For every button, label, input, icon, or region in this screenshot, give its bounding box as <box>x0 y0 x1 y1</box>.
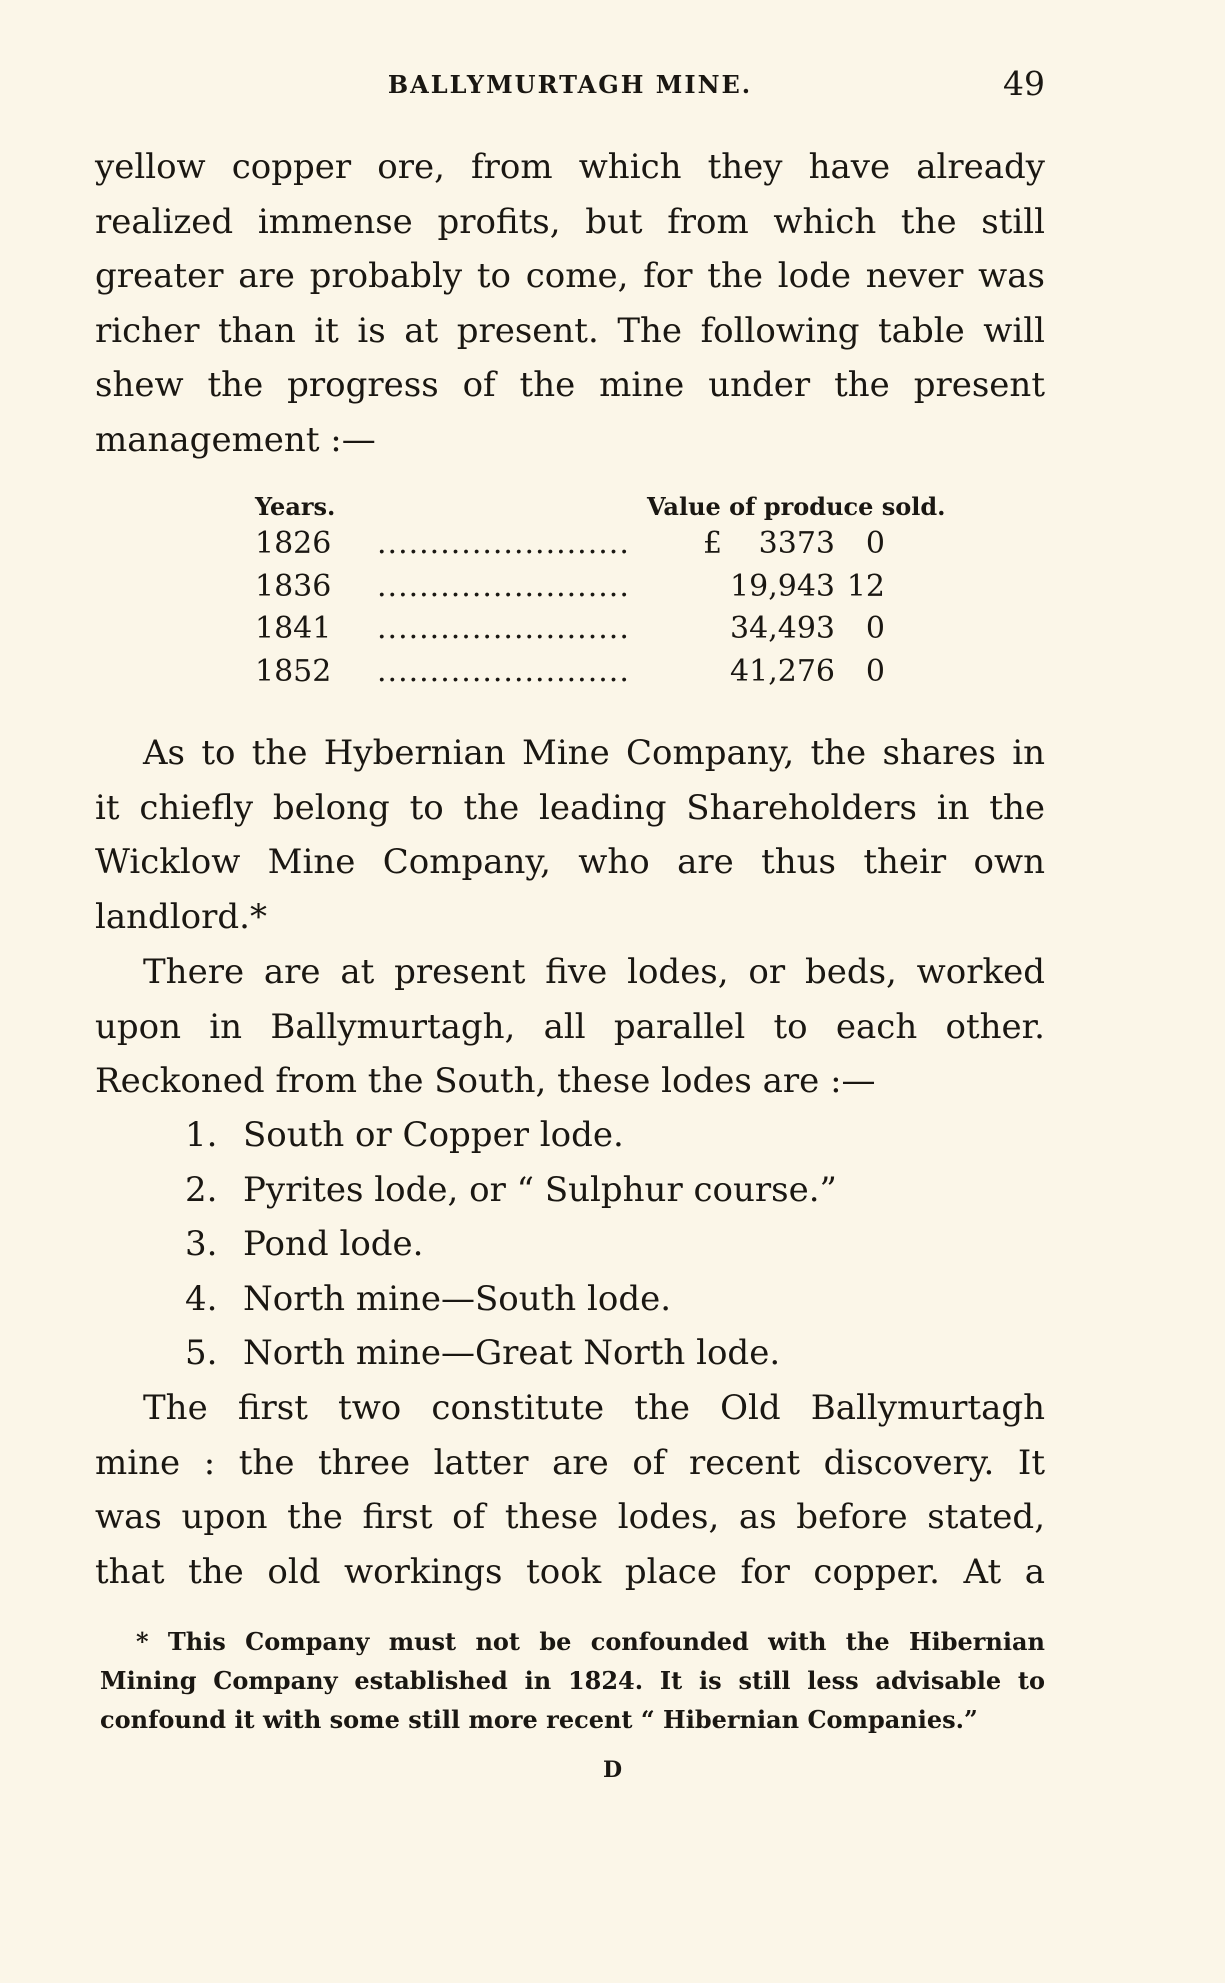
table-row <box>255 569 975 612</box>
list-number: 4. <box>185 1278 218 1319</box>
year-cell: 1841 <box>255 611 332 646</box>
list-text: South or Copper lode. <box>243 1115 624 1155</box>
text-line: was upon the first of these lodes, as before stated, <box>95 1497 1045 1537</box>
currency-cell: £ <box>703 526 723 561</box>
text-line: There are at present five lodes, or beds, worked <box>143 952 1045 992</box>
list-number: 3. <box>185 1224 218 1264</box>
text-line: As to the Hybernian Mine Company, the shares in <box>143 733 1045 773</box>
table-row <box>255 611 975 654</box>
list-number: 1. <box>185 1115 218 1155</box>
text-line: Wicklow Mine Company, who are thus their own <box>95 842 1045 882</box>
produce-table <box>255 486 975 696</box>
header-value: Value of produce sold. <box>647 492 946 521</box>
text-line: realized immense profits, but from which the still <box>95 201 1045 242</box>
signature-mark: D <box>602 1757 623 1783</box>
text-line: landlord.* <box>95 896 267 937</box>
leader-dots: ........................ <box>377 526 630 561</box>
text-line: upon in Ballymurtagh, all parallel to each other. <box>95 1006 1045 1047</box>
text-line: richer than it is at present. The following table will <box>95 310 1045 351</box>
list-text: North mine—Great North lode. <box>243 1333 781 1373</box>
footnote-line: * This Company must not be confounded with the Hibernian <box>136 1627 1045 1656</box>
text-line: it chiefly belong to the leading Shareholders in the <box>95 787 1045 828</box>
shilling-cell: 0 <box>865 611 885 646</box>
list-text: Pyrites lode, or “ Sulphur course.” <box>243 1169 837 1210</box>
paragraph-3 <box>95 945 1045 1109</box>
list-text: Pond lode. <box>243 1224 424 1264</box>
text-line: Reckoned from the South, these lodes are :— <box>95 1061 876 1101</box>
paragraph-2 <box>95 726 1045 944</box>
footnote-line: Mining Company established in 1824. It is still less advisable to <box>100 1666 1045 1695</box>
amount-cell: 3373 <box>758 526 835 561</box>
year-cell: 1836 <box>255 568 332 604</box>
year-cell: 1852 <box>255 653 332 689</box>
text-line: shew the progress of the mine under the present <box>95 365 1045 405</box>
amount-cell: 19,943 <box>730 568 835 604</box>
footnote-line: confound it with some still more recent “ Hibernian Companies.” <box>100 1705 978 1734</box>
paragraph-4 <box>95 1381 1045 1599</box>
text-line: management :— <box>95 419 376 460</box>
leader-dots: ........................ <box>377 568 630 604</box>
amount-cell: 41,276 <box>730 653 835 689</box>
table-header <box>255 486 975 526</box>
running-head: BALLYMURTAGH MINE. <box>387 70 753 99</box>
list-text: North mine—South lode. <box>243 1278 672 1319</box>
text-line: yellow copper ore, from which they have already <box>95 147 1045 187</box>
text-line: The first two constitute the Old Ballymurtagh <box>143 1388 1045 1428</box>
shilling-cell: 12 <box>846 568 885 604</box>
text-line: greater are probably to come, for the lode never was <box>95 256 1045 296</box>
page-header <box>95 64 1045 104</box>
footnote <box>100 1622 1045 1739</box>
text-line: that the old workings took place for copper. At a <box>95 1551 1045 1592</box>
table-row <box>255 526 975 569</box>
page-number: 49 <box>1003 64 1045 103</box>
leader-dots: ........................ <box>377 653 630 689</box>
table-row <box>255 654 975 697</box>
shilling-cell: 0 <box>865 526 885 561</box>
year-cell: 1826 <box>255 526 332 561</box>
list-number: 2. <box>185 1169 218 1210</box>
shilling-cell: 0 <box>865 653 885 689</box>
header-years: Years. <box>255 492 336 521</box>
text-line: mine : the three latter are of recent discovery. It <box>95 1442 1045 1483</box>
paragraph-1 <box>95 140 1045 467</box>
list-number: 5. <box>185 1333 218 1373</box>
amount-cell: 34,493 <box>730 611 835 646</box>
leader-dots: ........................ <box>377 611 630 646</box>
